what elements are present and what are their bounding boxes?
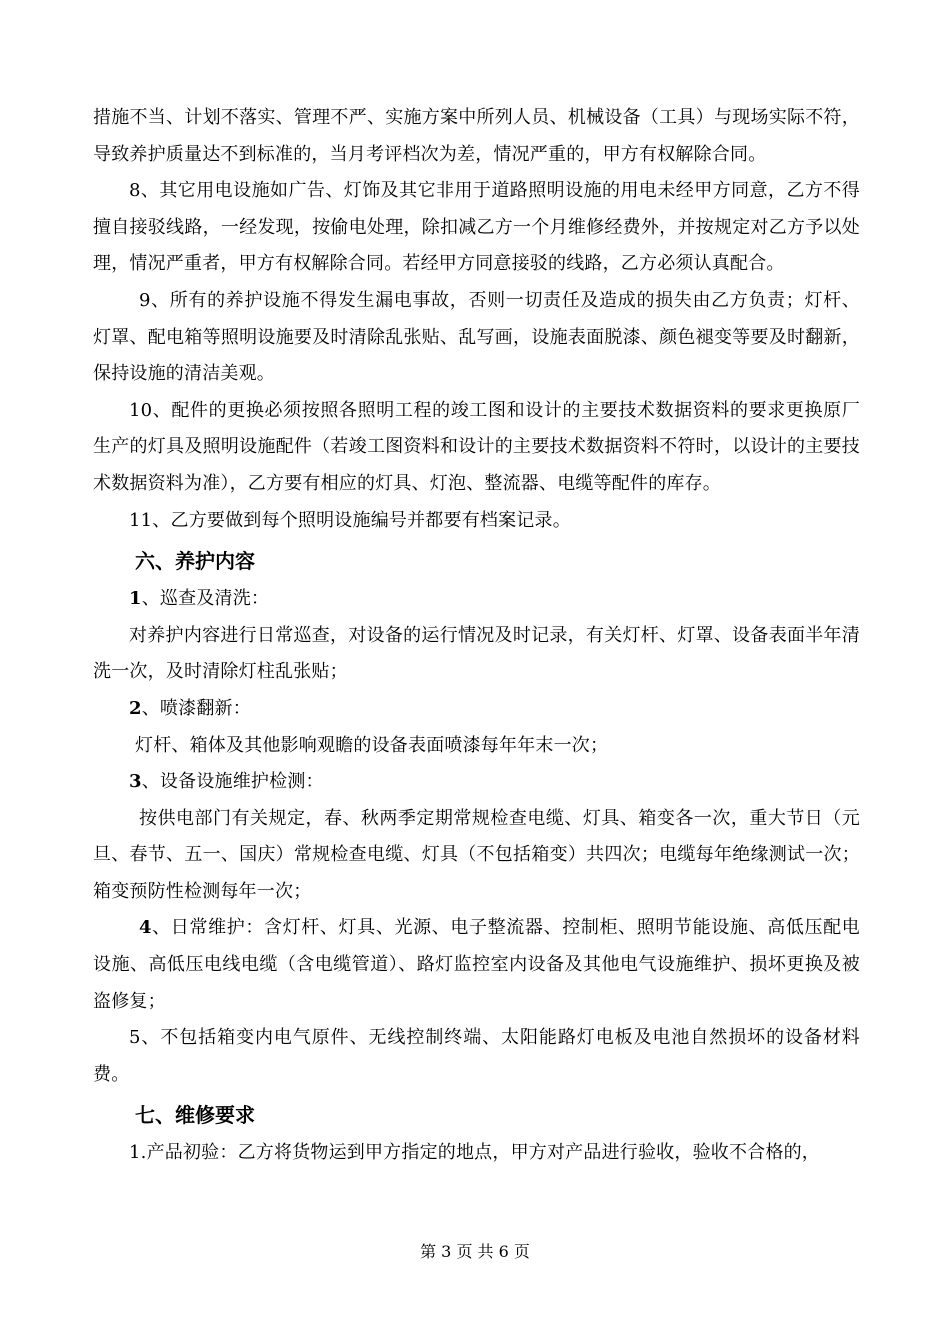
item-3-title — [93, 764, 860, 801]
item-2-title — [93, 691, 860, 728]
section-heading-maintenance-content: 六、养护内容 — [135, 549, 255, 574]
paragraph-clause-9: 9、所有的养护设施不得发生漏电事故，否则一切责任及造成的损失由乙方负责；灯杆、灯罩、配电箱等照明设施要及时清除乱张贴、乱写画，设施表面脱漆、颜色褪变等要及时翻新，保持设施的清洁美观。 — [93, 289, 860, 385]
item-1-number: 1 — [129, 588, 142, 610]
item-1-title — [93, 581, 860, 618]
section-heading-repair-requirements: 七、维修要求 — [135, 1103, 255, 1128]
document-body — [93, 100, 860, 1172]
item-4-body: 、日常维护：含灯杆、灯具、光源、电子整流器、控制柜、照明节能设施、高低压配电设施、高低压电线电缆（含电缆管道）、路灯监控室内设备及其他电气设施维护、损坏更换及被盗修复； — [93, 917, 860, 1012]
item-4-number: 4 — [139, 917, 152, 939]
repair-item-1: 1.产品初验：乙方将货物运到甲方指定的地点，甲方对产品进行验收，验收不合格的， — [129, 1142, 820, 1164]
paragraph-clause-10: 10、配件的更换必须按照各照明工程的竣工图和设计的主要技术数据资料的要求更换原厂生产的灯具及照明设施配件（若竣工图资料和设计的主要技术数据资料不符时，以设计的主要技术数据资料为准），乙方要有相应的灯具、灯泡、整流器、电缆等配件的库存。 — [93, 399, 860, 494]
item-3-number: 3 — [129, 771, 142, 793]
item-2-body: 灯杆、箱体及其他影响观瞻的设备表面喷漆每年年末一次； — [135, 734, 609, 756]
item-2-number: 2 — [129, 697, 142, 719]
item-2-title-text: 、喷漆翻新： — [141, 697, 251, 719]
paragraph-clause-8: 8、其它用电设施如广告、灯饰及其它非用于道路照明设施的用电未经甲方同意，乙方不得擅自接驳线路，一经发现，按偷电处理，除扣减乙方一个月维修经费外，并按规定对乙方予以处理，情况严重者，甲方有权解除合同。若经甲方同意接驳的线路，乙方必须认真配合。 — [93, 180, 860, 275]
item-4-paragraph — [93, 910, 860, 1020]
page-footer: 第 3 页 共 6 页 — [420, 1242, 530, 1261]
item-5-paragraph: 5、不包括箱变内电气原件、无线控制终端、太阳能路灯电板及电池自然损坏的设备材料费。 — [93, 1027, 860, 1085]
paragraph-continuation: 措施不当、计划不落实、管理不严、实施方案中所列人员、机械设备（工具）与现场实际不符，导致养护质量达不到标准的，当月考评档次为差，情况严重的，甲方有权解除合同。 — [93, 107, 860, 165]
item-3-title-text: 、设备设施维护检测： — [141, 771, 324, 793]
item-1-title-text: 、巡查及清洗： — [141, 588, 270, 610]
paragraph-clause-11: 11、乙方要做到每个照明设施编号并都要有档案记录。 — [129, 509, 571, 531]
item-1-body: 对养护内容进行日常巡查，对设备的运行情况及时记录，有关灯杆、灯罩、设备表面半年清洗一次，及时清除灯柱乱张贴； — [93, 624, 860, 683]
item-3-body: 按供电部门有关规定，春、秋两季定期常规检查电缆、灯具、箱变各一次，重大节日（元旦、春节、五一、国庆）常规检查电缆、灯具（不包括箱变）共四次；电缆每年绝缘测试一次；箱变预防性检测每年一次； — [93, 807, 860, 902]
